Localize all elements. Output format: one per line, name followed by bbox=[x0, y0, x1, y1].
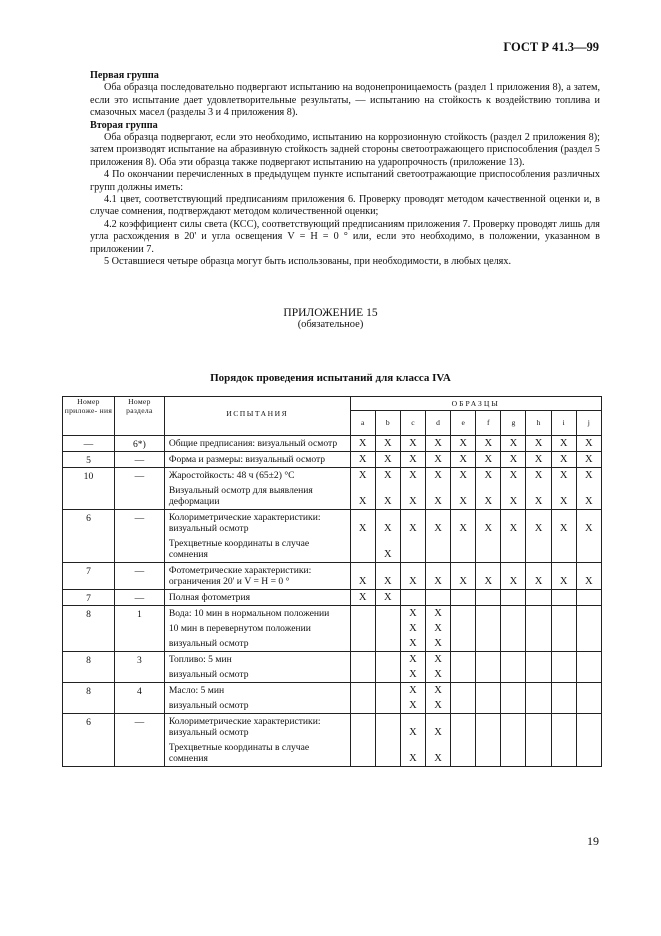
paragraph-5: 5 Оставшиеся четыре образца могут быть использованы, при необходимости, в любых целях. bbox=[104, 256, 512, 268]
test-description: визуальный осмотр bbox=[164, 667, 350, 683]
sample-mark-cell bbox=[476, 698, 501, 714]
sample-mark-cell bbox=[551, 606, 576, 622]
table-row bbox=[63, 590, 602, 606]
sample-mark-cell: X bbox=[425, 698, 450, 714]
sample-mark-cell bbox=[576, 590, 601, 606]
sample-mark-cell: X bbox=[501, 483, 526, 510]
sample-mark-cell bbox=[526, 698, 551, 714]
table-row bbox=[63, 652, 602, 668]
sample-mark-cell: X bbox=[476, 483, 501, 510]
sample-mark-cell bbox=[476, 683, 501, 699]
sample-mark-cell bbox=[451, 536, 476, 563]
sample-mark-cell: X bbox=[375, 563, 400, 590]
sample-mark-cell: X bbox=[576, 483, 601, 510]
sample-mark-cell: X bbox=[501, 563, 526, 590]
sample-mark-cell bbox=[551, 740, 576, 767]
sample-mark-cell bbox=[501, 667, 526, 683]
sample-col-header: d bbox=[425, 411, 450, 436]
sample-mark-cell bbox=[451, 652, 476, 668]
sample-mark-cell: X bbox=[425, 510, 450, 537]
sample-mark-cell bbox=[501, 698, 526, 714]
sample-mark-cell: X bbox=[526, 452, 551, 468]
sample-mark-cell bbox=[425, 590, 450, 606]
sample-mark-cell: X bbox=[476, 436, 501, 452]
sample-mark-cell: X bbox=[400, 606, 425, 622]
table-row bbox=[63, 510, 602, 537]
appendix-heading bbox=[0, 307, 661, 331]
annex-number: 10 bbox=[63, 468, 115, 510]
sample-mark-cell bbox=[576, 714, 601, 741]
table-row bbox=[63, 563, 602, 590]
sample-mark-cell bbox=[526, 667, 551, 683]
sample-mark-cell bbox=[551, 621, 576, 636]
group2-text: Оба образца подвергают, если это необходимо, испытанию на коррозионную стойкость (раздел 2 приложения 8); затем производят испытание на абразивную стойкость задней стороны светоотражающего приспособления (раздел 5 приложения 8). Оба эти образца также подвергают испытанию на ударопрочность (приложение 13). bbox=[90, 132, 600, 168]
sample-mark-cell bbox=[476, 652, 501, 668]
sample-mark-cell bbox=[476, 636, 501, 652]
paragraph-4-1: 4.1 цвет, соответствующий предписаниям приложения 6. Проверку проводят методом качественной оценки и, в случае сомнения, подтверждают методом количественной оценки; bbox=[90, 194, 600, 218]
sample-mark-cell bbox=[476, 740, 501, 767]
sample-mark-cell: X bbox=[526, 483, 551, 510]
sample-mark-cell: X bbox=[576, 468, 601, 484]
sample-mark-cell bbox=[350, 652, 375, 668]
sample-mark-cell bbox=[526, 683, 551, 699]
sample-mark-cell: X bbox=[400, 683, 425, 699]
sample-mark-cell: X bbox=[451, 563, 476, 590]
test-description: Колориметрические характеристики: визуальный осмотр bbox=[164, 510, 350, 537]
sample-col-header: j bbox=[576, 411, 601, 436]
sample-mark-cell bbox=[425, 536, 450, 563]
sample-mark-cell bbox=[350, 714, 375, 741]
sample-mark-cell: X bbox=[350, 590, 375, 606]
test-description: Колориметрические характеристики: визуальный осмотр bbox=[164, 714, 350, 741]
sample-mark-cell bbox=[576, 740, 601, 767]
section-number: — bbox=[114, 510, 164, 563]
test-description: Форма и размеры: визуальный осмотр bbox=[164, 452, 350, 468]
sample-mark-cell: X bbox=[526, 468, 551, 484]
sample-mark-cell bbox=[501, 714, 526, 741]
sample-mark-cell bbox=[501, 621, 526, 636]
sample-mark-cell: X bbox=[551, 436, 576, 452]
sample-mark-cell bbox=[526, 606, 551, 622]
table-row bbox=[63, 683, 602, 699]
test-description: визуальный осмотр bbox=[164, 636, 350, 652]
sample-mark-cell bbox=[551, 667, 576, 683]
sample-col-header: f bbox=[476, 411, 501, 436]
sample-mark-cell bbox=[551, 590, 576, 606]
sample-mark-cell: X bbox=[425, 636, 450, 652]
sample-mark-cell bbox=[576, 621, 601, 636]
test-description: Трехцветные координаты в случае сомнения bbox=[164, 740, 350, 767]
sample-mark-cell bbox=[451, 590, 476, 606]
annex-number: 7 bbox=[63, 563, 115, 590]
sample-mark-cell: X bbox=[375, 536, 400, 563]
table-row bbox=[63, 714, 602, 741]
test-description: Вода: 10 мин в нормальном положении bbox=[164, 606, 350, 622]
sample-mark-cell bbox=[526, 740, 551, 767]
annex-number: 5 bbox=[63, 452, 115, 468]
sample-mark-cell bbox=[551, 536, 576, 563]
sample-mark-cell: X bbox=[375, 590, 400, 606]
sample-mark-cell: X bbox=[425, 563, 450, 590]
sample-mark-cell bbox=[501, 740, 526, 767]
header-samples: ОБРАЗЦЫ bbox=[350, 397, 601, 411]
sample-mark-cell bbox=[350, 740, 375, 767]
annex-number: 6 bbox=[63, 714, 115, 767]
sample-mark-cell bbox=[400, 536, 425, 563]
sample-mark-cell bbox=[451, 621, 476, 636]
sample-mark-cell: X bbox=[375, 468, 400, 484]
appendix-title: ПРИЛОЖЕНИЕ 15 bbox=[283, 307, 378, 319]
sample-mark-cell bbox=[400, 590, 425, 606]
sample-mark-cell: X bbox=[526, 563, 551, 590]
sample-mark-cell bbox=[476, 606, 501, 622]
sample-mark-cell: X bbox=[476, 468, 501, 484]
test-description: Фотометрические характеристики: ограничения 20' и V = H = 0 ° bbox=[164, 563, 350, 590]
sample-mark-cell bbox=[551, 636, 576, 652]
section-number: — bbox=[114, 590, 164, 606]
sample-mark-cell: X bbox=[551, 483, 576, 510]
annex-number: 7 bbox=[63, 590, 115, 606]
sample-mark-cell bbox=[451, 636, 476, 652]
sample-mark-cell bbox=[526, 636, 551, 652]
sample-mark-cell bbox=[551, 652, 576, 668]
sample-mark-cell bbox=[576, 698, 601, 714]
sample-mark-cell bbox=[350, 621, 375, 636]
sample-mark-cell: X bbox=[425, 683, 450, 699]
sample-mark-cell bbox=[375, 621, 400, 636]
sample-mark-cell: X bbox=[576, 510, 601, 537]
header-annex: Номер приложе- ния bbox=[63, 397, 115, 436]
test-description: Трехцветные координаты в случае сомнения bbox=[164, 536, 350, 563]
sample-mark-cell bbox=[451, 698, 476, 714]
section-number: 3 bbox=[114, 652, 164, 683]
sample-mark-cell: X bbox=[350, 452, 375, 468]
sample-mark-cell: X bbox=[400, 563, 425, 590]
sample-mark-cell: X bbox=[375, 452, 400, 468]
sample-mark-cell bbox=[451, 606, 476, 622]
sample-mark-cell: X bbox=[375, 510, 400, 537]
sample-mark-cell: X bbox=[400, 740, 425, 767]
sample-mark-cell: X bbox=[451, 436, 476, 452]
sample-mark-cell: X bbox=[551, 452, 576, 468]
sample-mark-cell: X bbox=[501, 510, 526, 537]
sample-mark-cell: X bbox=[451, 483, 476, 510]
test-description: 10 мин в перевернутом положении bbox=[164, 621, 350, 636]
sample-mark-cell: X bbox=[576, 563, 601, 590]
annex-number: 6 bbox=[63, 510, 115, 563]
sample-mark-cell bbox=[350, 698, 375, 714]
table-row bbox=[63, 468, 602, 484]
sample-mark-cell: X bbox=[551, 510, 576, 537]
sample-mark-cell: X bbox=[501, 468, 526, 484]
sample-col-header: c bbox=[400, 411, 425, 436]
sample-mark-cell bbox=[451, 714, 476, 741]
test-description: Масло: 5 мин bbox=[164, 683, 350, 699]
sample-mark-cell bbox=[526, 652, 551, 668]
sample-mark-cell bbox=[375, 667, 400, 683]
sample-mark-cell: X bbox=[476, 563, 501, 590]
sample-mark-cell: X bbox=[400, 698, 425, 714]
sample-mark-cell bbox=[350, 536, 375, 563]
sample-mark-cell bbox=[476, 536, 501, 563]
sample-mark-cell bbox=[375, 606, 400, 622]
sample-col-header: a bbox=[350, 411, 375, 436]
header-tests: ИСПЫТАНИЯ bbox=[164, 397, 350, 436]
sample-mark-cell bbox=[451, 683, 476, 699]
sample-mark-cell bbox=[350, 606, 375, 622]
sample-mark-cell bbox=[501, 606, 526, 622]
sample-mark-cell: X bbox=[425, 667, 450, 683]
sample-mark-cell bbox=[476, 621, 501, 636]
sample-mark-cell: X bbox=[576, 452, 601, 468]
sample-mark-cell: X bbox=[451, 452, 476, 468]
sample-mark-cell bbox=[501, 536, 526, 563]
sample-mark-cell bbox=[551, 683, 576, 699]
sample-mark-cell bbox=[526, 590, 551, 606]
sample-mark-cell: X bbox=[400, 510, 425, 537]
sample-mark-cell bbox=[501, 683, 526, 699]
tests-table bbox=[62, 396, 602, 767]
sample-mark-cell bbox=[375, 636, 400, 652]
test-description: Жаростойкость: 48 ч (65±2) °С bbox=[164, 468, 350, 484]
sample-mark-cell: X bbox=[400, 652, 425, 668]
sample-mark-cell bbox=[526, 621, 551, 636]
sample-mark-cell bbox=[526, 536, 551, 563]
sample-mark-cell: X bbox=[501, 436, 526, 452]
sample-mark-cell: X bbox=[425, 606, 450, 622]
sample-mark-cell bbox=[501, 652, 526, 668]
sample-mark-cell: X bbox=[375, 436, 400, 452]
sample-mark-cell bbox=[576, 536, 601, 563]
sample-mark-cell: X bbox=[400, 452, 425, 468]
sample-mark-cell: X bbox=[526, 510, 551, 537]
sample-mark-cell bbox=[375, 652, 400, 668]
section-number: 4 bbox=[114, 683, 164, 714]
group1-text: Оба образца последовательно подвергают испытанию на водонепроницаемость (раздел 1 приложения 8), а затем, если это испытание дает удовлетворительные результаты, — испытанию на стойкость к воздействию топлива и смазочных масел (разделы 3 и 4 приложения 8). bbox=[90, 82, 600, 119]
sample-mark-cell: X bbox=[501, 452, 526, 468]
sample-mark-cell bbox=[576, 667, 601, 683]
sample-mark-cell bbox=[350, 667, 375, 683]
sample-mark-cell bbox=[476, 590, 501, 606]
sample-mark-cell: X bbox=[425, 483, 450, 510]
sample-mark-cell: X bbox=[425, 621, 450, 636]
sample-mark-cell bbox=[375, 683, 400, 699]
sample-mark-cell bbox=[375, 740, 400, 767]
sample-mark-cell: X bbox=[425, 468, 450, 484]
sample-mark-cell bbox=[576, 636, 601, 652]
sample-col-header: i bbox=[551, 411, 576, 436]
section-number: 6*) bbox=[114, 436, 164, 452]
paragraph-4-2: 4.2 коэффициент силы света (КСС), соответствующий предписаниям приложения 7. Проверку проводят лишь для угла расхождения в 20' и угла освещения V = H = 0 ° или, если это необходимо, в положении, указанном в приложении 7. bbox=[90, 218, 600, 255]
sample-mark-cell: X bbox=[551, 468, 576, 484]
sample-mark-cell: X bbox=[400, 436, 425, 452]
sample-col-header: b bbox=[375, 411, 400, 436]
sample-mark-cell: X bbox=[551, 563, 576, 590]
sample-mark-cell: X bbox=[400, 667, 425, 683]
sample-mark-cell bbox=[576, 683, 601, 699]
group2-title: Вторая группа bbox=[90, 119, 158, 131]
sample-mark-cell bbox=[501, 590, 526, 606]
sample-mark-cell: X bbox=[451, 510, 476, 537]
table-row bbox=[63, 452, 602, 468]
sample-mark-cell bbox=[526, 714, 551, 741]
section-number: 1 bbox=[114, 606, 164, 652]
test-description: Общие предписания: визуальный осмотр bbox=[164, 436, 350, 452]
sample-mark-cell bbox=[576, 652, 601, 668]
document-code: ГОСТ Р 41.3—99 bbox=[503, 40, 599, 54]
body-text bbox=[90, 70, 600, 269]
sample-mark-cell bbox=[501, 636, 526, 652]
sample-mark-cell bbox=[375, 714, 400, 741]
test-description: Полная фотометрия bbox=[164, 590, 350, 606]
sample-col-header: g bbox=[501, 411, 526, 436]
sample-mark-cell: X bbox=[400, 468, 425, 484]
sample-mark-cell: X bbox=[476, 510, 501, 537]
table-row bbox=[63, 436, 602, 452]
appendix-subtitle: (обязательное) bbox=[297, 319, 364, 330]
sample-mark-cell: X bbox=[425, 452, 450, 468]
sample-mark-cell bbox=[350, 683, 375, 699]
section-number: — bbox=[114, 468, 164, 510]
page-number: 19 bbox=[587, 834, 599, 848]
annex-number: 8 bbox=[63, 683, 115, 714]
table-title: Порядок проведения испытаний для класса IVA bbox=[210, 372, 451, 384]
sample-mark-cell: X bbox=[350, 510, 375, 537]
group1-title: Первая группа bbox=[90, 70, 159, 81]
annex-number: — bbox=[63, 436, 115, 452]
sample-mark-cell: X bbox=[425, 436, 450, 452]
table-row bbox=[63, 606, 602, 622]
sample-mark-cell: X bbox=[350, 436, 375, 452]
sample-mark-cell: X bbox=[425, 740, 450, 767]
sample-mark-cell: X bbox=[425, 652, 450, 668]
section-number: — bbox=[114, 714, 164, 767]
sample-mark-cell bbox=[476, 714, 501, 741]
sample-col-header: h bbox=[526, 411, 551, 436]
sample-mark-cell bbox=[551, 698, 576, 714]
sample-mark-cell bbox=[576, 606, 601, 622]
test-description: визуальный осмотр bbox=[164, 698, 350, 714]
sample-mark-cell bbox=[375, 698, 400, 714]
sample-mark-cell: X bbox=[425, 714, 450, 741]
sample-mark-cell: X bbox=[576, 436, 601, 452]
sample-mark-cell bbox=[476, 667, 501, 683]
sample-mark-cell: X bbox=[400, 636, 425, 652]
sample-mark-cell bbox=[350, 636, 375, 652]
sample-mark-cell: X bbox=[350, 483, 375, 510]
test-description: Топливо: 5 мин bbox=[164, 652, 350, 668]
sample-mark-cell: X bbox=[400, 714, 425, 741]
sample-mark-cell: X bbox=[400, 621, 425, 636]
section-number: — bbox=[114, 563, 164, 590]
sample-mark-cell bbox=[551, 714, 576, 741]
header-section: Номер раздела bbox=[114, 397, 164, 436]
sample-mark-cell: X bbox=[476, 452, 501, 468]
test-description: Визуальный осмотр для выявления деформации bbox=[164, 483, 350, 510]
sample-mark-cell: X bbox=[350, 468, 375, 484]
sample-mark-cell bbox=[451, 667, 476, 683]
sample-col-header: e bbox=[451, 411, 476, 436]
sample-mark-cell: X bbox=[451, 468, 476, 484]
sample-mark-cell: X bbox=[526, 436, 551, 452]
sample-mark-cell: X bbox=[350, 563, 375, 590]
sample-mark-cell: X bbox=[375, 483, 400, 510]
annex-number: 8 bbox=[63, 652, 115, 683]
annex-number: 8 bbox=[63, 606, 115, 652]
section-number: — bbox=[114, 452, 164, 468]
paragraph-4: 4 По окончании перечисленных в предыдущем пункте испытаний светоотражающие приспособления различных групп должны иметь: bbox=[90, 169, 600, 193]
sample-mark-cell bbox=[451, 740, 476, 767]
sample-mark-cell: X bbox=[400, 483, 425, 510]
